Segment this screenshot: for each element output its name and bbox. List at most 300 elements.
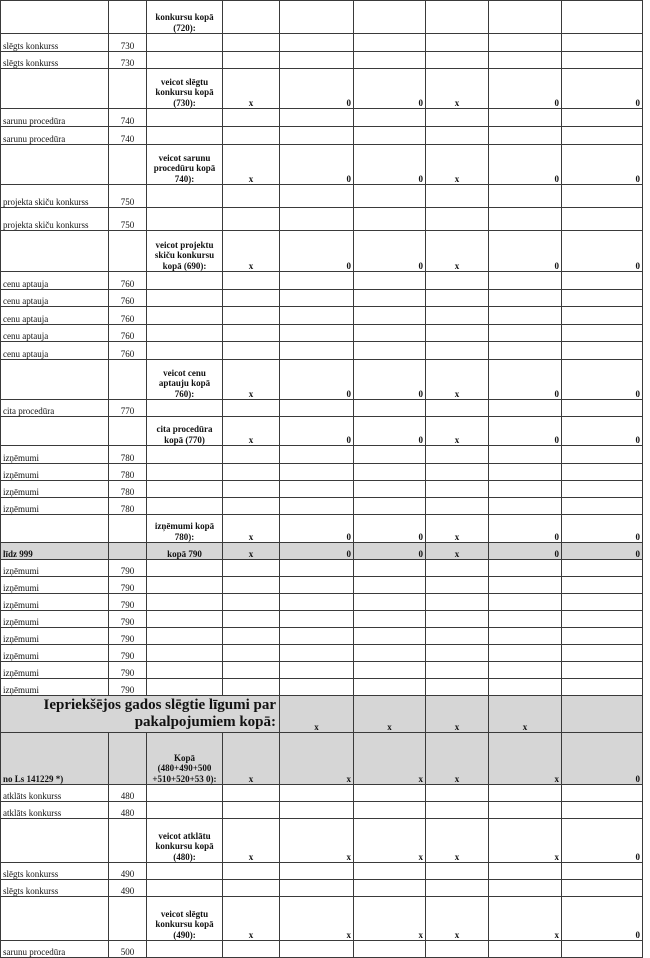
value-cell: x — [280, 819, 354, 863]
value-cell: x — [426, 417, 489, 446]
value-cell: 0 — [280, 231, 354, 272]
table-row — [1, 231, 643, 272]
table-row — [1, 127, 643, 145]
row-code: 790 — [109, 645, 147, 662]
row-label: slēgts konkurss — [1, 52, 109, 69]
table-row — [1, 464, 643, 481]
empty-cell — [147, 802, 223, 819]
table-row — [1, 863, 643, 880]
empty-cell — [280, 464, 354, 481]
empty-cell — [280, 290, 354, 307]
empty-cell — [147, 880, 223, 897]
empty-cell — [426, 628, 489, 645]
empty-cell — [223, 560, 280, 577]
empty-cell — [223, 446, 280, 464]
table-row — [1, 307, 643, 325]
empty-cell — [562, 611, 643, 628]
empty-cell — [489, 628, 562, 645]
empty-cell — [562, 400, 643, 417]
empty-cell — [280, 400, 354, 417]
table-row — [1, 481, 643, 498]
empty-cell — [426, 941, 489, 958]
empty-cell — [354, 400, 426, 417]
value-cell: x — [223, 515, 280, 543]
empty-cell — [223, 109, 280, 127]
empty-cell — [147, 464, 223, 481]
value-cell: x — [426, 360, 489, 400]
empty-cell — [147, 185, 223, 208]
empty-cell — [354, 52, 426, 69]
row-code: 730 — [109, 34, 147, 52]
empty-cell — [280, 52, 354, 69]
subtotal-label: veicot sarunu procedūru kopā 740): — [147, 145, 223, 185]
empty-cell — [562, 696, 643, 733]
empty-cell — [489, 1, 562, 34]
empty-cell — [489, 446, 562, 464]
row-label: izņēmumi — [1, 594, 109, 611]
empty-cell — [1, 515, 109, 543]
empty-cell — [223, 802, 280, 819]
empty-cell — [562, 481, 643, 498]
empty-cell — [489, 498, 562, 515]
empty-cell — [426, 446, 489, 464]
empty-cell — [223, 325, 280, 342]
empty-cell — [354, 272, 426, 290]
value-cell: 0 — [562, 69, 643, 109]
empty-cell — [562, 342, 643, 360]
subtotal-label: Kopā (480+490+500 +510+520+53 0): — [147, 733, 223, 785]
row-code: 790 — [109, 679, 147, 696]
empty-cell — [562, 307, 643, 325]
empty-cell — [426, 481, 489, 498]
empty-cell — [489, 272, 562, 290]
empty-cell — [147, 662, 223, 679]
empty-cell — [147, 481, 223, 498]
empty-cell — [426, 645, 489, 662]
row-label: no Ls 141229 *) — [1, 733, 109, 785]
empty-cell — [223, 498, 280, 515]
empty-cell — [280, 34, 354, 52]
empty-cell — [489, 307, 562, 325]
empty-cell — [280, 307, 354, 325]
value-cell: 0 — [562, 733, 643, 785]
empty-cell — [489, 863, 562, 880]
empty-cell — [223, 594, 280, 611]
empty-cell — [223, 481, 280, 498]
empty-cell — [147, 307, 223, 325]
row-label: cenu aptauja — [1, 325, 109, 342]
table-row — [1, 109, 643, 127]
empty-cell — [562, 802, 643, 819]
row-code: 760 — [109, 272, 147, 290]
value-cell: 0 — [562, 417, 643, 446]
value-cell: 0 — [354, 360, 426, 400]
empty-cell — [489, 325, 562, 342]
empty-cell — [489, 185, 562, 208]
value-cell: 0 — [489, 231, 562, 272]
value-cell: 0 — [489, 543, 562, 560]
empty-cell — [109, 1, 147, 34]
row-code: 750 — [109, 208, 147, 231]
table-row — [1, 785, 643, 802]
value-cell: x — [426, 145, 489, 185]
empty-cell — [147, 208, 223, 231]
empty-cell — [223, 52, 280, 69]
table-row — [1, 290, 643, 307]
empty-cell — [562, 325, 643, 342]
empty-cell — [280, 325, 354, 342]
empty-cell — [489, 941, 562, 958]
value-cell: x — [489, 733, 562, 785]
empty-cell — [280, 560, 354, 577]
empty-cell — [280, 611, 354, 628]
table-row — [1, 185, 643, 208]
value-cell: x — [223, 145, 280, 185]
value-cell: 0 — [280, 360, 354, 400]
empty-cell — [426, 577, 489, 594]
empty-cell — [354, 325, 426, 342]
row-label: līdz 999 — [1, 543, 109, 560]
row-label: atklāts konkurss — [1, 802, 109, 819]
value-cell: x — [354, 696, 426, 733]
empty-cell — [562, 272, 643, 290]
row-label: slēgts konkurss — [1, 880, 109, 897]
empty-cell — [426, 208, 489, 231]
table-row — [1, 400, 643, 417]
subtotal-label: cita procedūra kopā (770) — [147, 417, 223, 446]
empty-cell — [562, 941, 643, 958]
empty-cell — [426, 498, 489, 515]
empty-cell — [223, 1, 280, 34]
empty-cell — [147, 109, 223, 127]
value-cell: 0 — [489, 69, 562, 109]
empty-cell — [354, 628, 426, 645]
empty-cell — [354, 464, 426, 481]
empty-cell — [147, 628, 223, 645]
empty-cell — [109, 733, 147, 785]
empty-cell — [147, 400, 223, 417]
empty-cell — [147, 498, 223, 515]
empty-cell — [354, 208, 426, 231]
empty-cell — [489, 611, 562, 628]
empty-cell — [280, 127, 354, 145]
empty-cell — [1, 819, 109, 863]
row-label: izņēmumi — [1, 628, 109, 645]
empty-cell — [223, 628, 280, 645]
table-body — [1, 1, 643, 958]
value-cell: 0 — [562, 231, 643, 272]
empty-cell — [354, 481, 426, 498]
row-code: 740 — [109, 127, 147, 145]
value-cell: 0 — [354, 543, 426, 560]
empty-cell — [562, 1, 643, 34]
empty-cell — [147, 560, 223, 577]
empty-cell — [562, 52, 643, 69]
value-cell: 0 — [489, 145, 562, 185]
empty-cell — [489, 481, 562, 498]
empty-cell — [1, 145, 109, 185]
empty-cell — [489, 290, 562, 307]
empty-cell — [562, 290, 643, 307]
table-row — [1, 645, 643, 662]
empty-cell — [489, 342, 562, 360]
empty-cell — [109, 543, 147, 560]
value-cell: x — [426, 733, 489, 785]
empty-cell — [489, 127, 562, 145]
subtotal-label: veicot cenu aptauju kopā 760): — [147, 360, 223, 400]
table-row — [1, 560, 643, 577]
empty-cell — [147, 785, 223, 802]
table-row — [1, 577, 643, 594]
table-row — [1, 515, 643, 543]
row-code: 760 — [109, 325, 147, 342]
row-label: slēgts konkurss — [1, 863, 109, 880]
empty-cell — [1, 69, 109, 109]
empty-cell — [1, 360, 109, 400]
empty-cell — [280, 342, 354, 360]
empty-cell — [354, 185, 426, 208]
empty-cell — [147, 52, 223, 69]
row-label: sarunu procedūra — [1, 127, 109, 145]
empty-cell — [147, 611, 223, 628]
empty-cell — [489, 785, 562, 802]
value-cell: 0 — [354, 515, 426, 543]
empty-cell — [562, 464, 643, 481]
empty-cell — [280, 880, 354, 897]
value-cell: x — [223, 543, 280, 560]
empty-cell — [489, 464, 562, 481]
row-code: 490 — [109, 880, 147, 897]
value-cell: x — [223, 360, 280, 400]
empty-cell — [109, 360, 147, 400]
empty-cell — [354, 109, 426, 127]
table-row — [1, 941, 643, 958]
table-row — [1, 543, 643, 560]
value-cell: x — [223, 417, 280, 446]
value-cell: 0 — [562, 515, 643, 543]
empty-cell — [223, 208, 280, 231]
empty-cell — [354, 941, 426, 958]
empty-cell — [489, 560, 562, 577]
empty-cell — [223, 679, 280, 696]
empty-cell — [354, 577, 426, 594]
empty-cell — [1, 417, 109, 446]
empty-cell — [280, 662, 354, 679]
value-cell: x — [426, 69, 489, 109]
table-row — [1, 360, 643, 400]
row-code: 790 — [109, 560, 147, 577]
empty-cell — [426, 272, 489, 290]
empty-cell — [426, 560, 489, 577]
row-label: izņēmumi — [1, 679, 109, 696]
row-label: izņēmumi — [1, 481, 109, 498]
table-row — [1, 880, 643, 897]
row-code: 780 — [109, 481, 147, 498]
empty-cell — [280, 941, 354, 958]
empty-cell — [147, 941, 223, 958]
row-label: cenu aptauja — [1, 272, 109, 290]
empty-cell — [562, 498, 643, 515]
empty-cell — [223, 464, 280, 481]
empty-cell — [489, 594, 562, 611]
value-cell: x — [223, 231, 280, 272]
row-label: slēgts konkurss — [1, 34, 109, 52]
row-label: sarunu procedūra — [1, 109, 109, 127]
empty-cell — [562, 662, 643, 679]
empty-cell — [426, 863, 489, 880]
row-label: izņēmumi — [1, 446, 109, 464]
row-label: sarunu procedūra — [1, 941, 109, 958]
value-cell: x — [223, 69, 280, 109]
subtotal-label: veicot atklātu konkursu kopā (480): — [147, 819, 223, 863]
row-code: 760 — [109, 307, 147, 325]
value-cell: 0 — [489, 360, 562, 400]
empty-cell — [426, 1, 489, 34]
empty-cell — [147, 325, 223, 342]
empty-cell — [223, 290, 280, 307]
empty-cell — [280, 645, 354, 662]
empty-cell — [354, 645, 426, 662]
row-label: izņēmumi — [1, 464, 109, 481]
empty-cell — [426, 185, 489, 208]
value-cell: x — [426, 231, 489, 272]
empty-cell — [147, 577, 223, 594]
value-cell: x — [280, 897, 354, 941]
empty-cell — [562, 577, 643, 594]
value-cell: x — [489, 696, 562, 733]
empty-cell — [426, 52, 489, 69]
empty-cell — [223, 863, 280, 880]
empty-cell — [354, 290, 426, 307]
empty-cell — [426, 342, 489, 360]
empty-cell — [147, 34, 223, 52]
empty-cell — [426, 109, 489, 127]
empty-cell — [426, 662, 489, 679]
empty-cell — [426, 127, 489, 145]
empty-cell — [223, 577, 280, 594]
value-cell: 0 — [280, 515, 354, 543]
empty-cell — [562, 560, 643, 577]
section-heading: Iepriekšējos gados slēgtie līgumi par pakalpojumiem kopā: — [1, 696, 280, 733]
empty-cell — [562, 208, 643, 231]
value-cell: x — [426, 819, 489, 863]
row-code: 770 — [109, 400, 147, 417]
row-label: izņēmumi — [1, 611, 109, 628]
value-cell: x — [354, 897, 426, 941]
subtotal-label: konkursu kopā (720): — [147, 1, 223, 34]
empty-cell — [280, 272, 354, 290]
empty-cell — [489, 645, 562, 662]
table-row — [1, 52, 643, 69]
table-row — [1, 819, 643, 863]
value-cell: x — [426, 897, 489, 941]
empty-cell — [1, 1, 109, 34]
empty-cell — [109, 819, 147, 863]
empty-cell — [280, 208, 354, 231]
table-row — [1, 802, 643, 819]
empty-cell — [354, 127, 426, 145]
row-code: 480 — [109, 785, 147, 802]
value-cell: x — [489, 819, 562, 863]
subtotal-label: veicot projektu skiču konkursu kopā (690): — [147, 231, 223, 272]
empty-cell — [223, 645, 280, 662]
empty-cell — [223, 611, 280, 628]
table-row — [1, 69, 643, 109]
empty-cell — [426, 880, 489, 897]
subtotal-label: veicot slēgtu konkursu kopā (730): — [147, 69, 223, 109]
empty-cell — [426, 611, 489, 628]
empty-cell — [426, 290, 489, 307]
empty-cell — [109, 231, 147, 272]
empty-cell — [562, 109, 643, 127]
table-row — [1, 1, 643, 34]
row-label: projekta skiču konkurss — [1, 208, 109, 231]
table-row — [1, 733, 643, 785]
empty-cell — [426, 325, 489, 342]
empty-cell — [147, 679, 223, 696]
value-cell: 0 — [280, 417, 354, 446]
row-code: 500 — [109, 941, 147, 958]
empty-cell — [562, 185, 643, 208]
table-row — [1, 611, 643, 628]
empty-cell — [109, 897, 147, 941]
value-cell: 0 — [354, 231, 426, 272]
value-cell: 0 — [489, 515, 562, 543]
value-cell: x — [223, 819, 280, 863]
empty-cell — [354, 802, 426, 819]
empty-cell — [223, 272, 280, 290]
empty-cell — [223, 880, 280, 897]
row-code: 750 — [109, 185, 147, 208]
value-cell: x — [426, 515, 489, 543]
value-cell: 0 — [280, 543, 354, 560]
empty-cell — [280, 863, 354, 880]
empty-cell — [109, 515, 147, 543]
empty-cell — [562, 628, 643, 645]
empty-cell — [426, 785, 489, 802]
value-cell: 0 — [562, 543, 643, 560]
table-row — [1, 342, 643, 360]
value-cell: 0 — [354, 69, 426, 109]
value-cell: x — [426, 543, 489, 560]
row-code: 790 — [109, 594, 147, 611]
empty-cell — [562, 679, 643, 696]
row-label: cita procedūra — [1, 400, 109, 417]
empty-cell — [109, 145, 147, 185]
empty-cell — [562, 127, 643, 145]
empty-cell — [562, 785, 643, 802]
table-row — [1, 325, 643, 342]
row-code: 790 — [109, 628, 147, 645]
row-code: 790 — [109, 611, 147, 628]
empty-cell — [280, 185, 354, 208]
value-cell: x — [280, 696, 354, 733]
empty-cell — [562, 645, 643, 662]
empty-cell — [280, 628, 354, 645]
empty-cell — [489, 208, 562, 231]
empty-cell — [223, 785, 280, 802]
row-code: 480 — [109, 802, 147, 819]
row-code: 740 — [109, 109, 147, 127]
row-label: cenu aptauja — [1, 307, 109, 325]
empty-cell — [426, 594, 489, 611]
empty-cell — [489, 880, 562, 897]
row-code: 780 — [109, 498, 147, 515]
empty-cell — [426, 464, 489, 481]
empty-cell — [562, 863, 643, 880]
table-row — [1, 696, 643, 733]
empty-cell — [562, 880, 643, 897]
